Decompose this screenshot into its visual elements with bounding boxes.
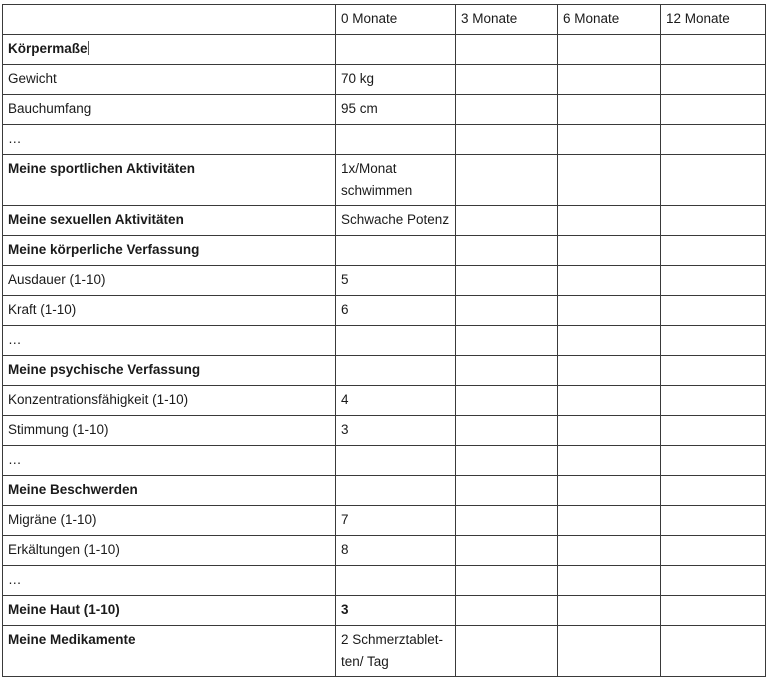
cell-12-monate[interactable] bbox=[661, 626, 766, 677]
cell-0-monate[interactable]: 3 bbox=[336, 416, 456, 446]
row-label[interactable]: … bbox=[3, 326, 336, 356]
cell-6-monate[interactable] bbox=[558, 236, 661, 266]
row-label[interactable]: Bauchumfang bbox=[3, 95, 336, 125]
row-label[interactable]: … bbox=[3, 446, 336, 476]
table-row bbox=[3, 596, 766, 626]
cell-0-monate[interactable] bbox=[336, 476, 456, 506]
row-label[interactable]: Stimmung (1-10) bbox=[3, 416, 336, 446]
row-label[interactable]: Gewicht bbox=[3, 65, 336, 95]
cell-3-monate[interactable] bbox=[456, 155, 558, 206]
cell-12-monate[interactable] bbox=[661, 566, 766, 596]
cell-0-monate[interactable]: 7 bbox=[336, 506, 456, 536]
cell-12-monate[interactable] bbox=[661, 155, 766, 206]
table-row bbox=[3, 236, 766, 266]
cell-6-monate[interactable] bbox=[558, 95, 661, 125]
cell-6-monate[interactable] bbox=[558, 566, 661, 596]
row-label[interactable]: Konzentrationsfähigkeit (1-10) bbox=[3, 386, 336, 416]
cell-12-monate[interactable] bbox=[661, 536, 766, 566]
cell-3-monate[interactable] bbox=[456, 536, 558, 566]
cell-3-monate[interactable] bbox=[456, 476, 558, 506]
cell-0-monate[interactable] bbox=[336, 35, 456, 65]
cell-6-monate[interactable] bbox=[558, 596, 661, 626]
cell-3-monate[interactable] bbox=[456, 206, 558, 236]
cell-12-monate[interactable] bbox=[661, 446, 766, 476]
table-row bbox=[3, 155, 766, 206]
cell-3-monate[interactable] bbox=[456, 416, 558, 446]
cell-6-monate[interactable] bbox=[558, 65, 661, 95]
cell-3-monate[interactable] bbox=[456, 596, 558, 626]
cell-3-monate[interactable] bbox=[456, 506, 558, 536]
header-row bbox=[3, 5, 766, 35]
cell-0-monate[interactable] bbox=[336, 236, 456, 266]
cell-12-monate[interactable] bbox=[661, 386, 766, 416]
cell-12-monate[interactable] bbox=[661, 296, 766, 326]
cell-12-monate[interactable] bbox=[661, 506, 766, 536]
row-label[interactable]: Meine sportlichen Aktivitäten bbox=[3, 155, 336, 206]
cell-6-monate[interactable] bbox=[558, 155, 661, 206]
column-header-12-monate[interactable]: 12 Monate bbox=[661, 5, 766, 35]
cell-6-monate[interactable] bbox=[558, 536, 661, 566]
cell-3-monate[interactable] bbox=[456, 35, 558, 65]
cell-3-monate[interactable] bbox=[456, 236, 558, 266]
row-label[interactable]: … bbox=[3, 125, 336, 155]
cell-0-monate[interactable] bbox=[336, 356, 456, 386]
table-row bbox=[3, 566, 766, 596]
row-label[interactable]: Meine sexuellen Aktivitäten bbox=[3, 206, 336, 236]
table-row bbox=[3, 65, 766, 95]
table-row bbox=[3, 296, 766, 326]
row-label[interactable]: Ausdauer (1-10) bbox=[3, 266, 336, 296]
cell-12-monate[interactable] bbox=[661, 125, 766, 155]
cell-3-monate[interactable] bbox=[456, 326, 558, 356]
row-label[interactable]: Meine körperliche Verfassung bbox=[3, 236, 336, 266]
cell-0-monate[interactable] bbox=[336, 566, 456, 596]
cell-0-monate[interactable]: 8 bbox=[336, 536, 456, 566]
row-label[interactable]: Erkältungen (1-10) bbox=[3, 536, 336, 566]
table-row bbox=[3, 35, 766, 65]
column-header-6-monate[interactable]: 6 Monate bbox=[558, 5, 661, 35]
cell-0-monate[interactable] bbox=[336, 125, 456, 155]
table-row bbox=[3, 476, 766, 506]
cell-0-monate[interactable]: 3 bbox=[336, 596, 456, 626]
cell-6-monate[interactable] bbox=[558, 326, 661, 356]
table-row bbox=[3, 506, 766, 536]
table-row bbox=[3, 626, 766, 677]
cell-6-monate[interactable] bbox=[558, 626, 661, 677]
row-label-text: Körpermaße bbox=[8, 41, 88, 56]
column-header-3-monate[interactable]: 3 Monate bbox=[456, 5, 558, 35]
cell-12-monate[interactable] bbox=[661, 596, 766, 626]
cell-12-monate[interactable] bbox=[661, 326, 766, 356]
cell-6-monate[interactable] bbox=[558, 206, 661, 236]
table-row bbox=[3, 536, 766, 566]
table-row bbox=[3, 446, 766, 476]
cell-3-monate[interactable] bbox=[456, 356, 558, 386]
cell-3-monate[interactable] bbox=[456, 296, 558, 326]
cell-12-monate[interactable] bbox=[661, 206, 766, 236]
cell-0-monate[interactable] bbox=[336, 326, 456, 356]
cell-3-monate[interactable] bbox=[456, 386, 558, 416]
cell-0-monate[interactable]: 4 bbox=[336, 386, 456, 416]
cell-12-monate[interactable] bbox=[661, 416, 766, 446]
table-row bbox=[3, 356, 766, 386]
cell-12-monate[interactable] bbox=[661, 35, 766, 65]
row-label[interactable]: Meine Medikamente bbox=[3, 626, 336, 677]
row-label[interactable]: … bbox=[3, 566, 336, 596]
health-tracking-table bbox=[2, 4, 766, 677]
cell-0-monate[interactable]: 70 kg bbox=[336, 65, 456, 95]
row-label[interactable]: Migräne (1-10) bbox=[3, 506, 336, 536]
table-row bbox=[3, 266, 766, 296]
cell-0-monate[interactable]: 6 bbox=[336, 296, 456, 326]
cell-3-monate[interactable] bbox=[456, 125, 558, 155]
cell-12-monate[interactable] bbox=[661, 65, 766, 95]
table-row bbox=[3, 125, 766, 155]
cell-3-monate[interactable] bbox=[456, 266, 558, 296]
cell-0-monate[interactable]: 1x/Monat schwimmen bbox=[336, 155, 456, 206]
cell-6-monate[interactable] bbox=[558, 266, 661, 296]
cell-0-monate[interactable]: 95 cm bbox=[336, 95, 456, 125]
cell-3-monate[interactable] bbox=[456, 95, 558, 125]
table-row bbox=[3, 95, 766, 125]
table-row bbox=[3, 326, 766, 356]
cell-3-monate[interactable] bbox=[456, 626, 558, 677]
cell-0-monate[interactable] bbox=[336, 446, 456, 476]
cell-3-monate[interactable] bbox=[456, 65, 558, 95]
cell-6-monate[interactable] bbox=[558, 476, 661, 506]
cell-3-monate[interactable] bbox=[456, 446, 558, 476]
row-label[interactable] bbox=[3, 35, 336, 65]
table-row bbox=[3, 206, 766, 236]
cell-6-monate[interactable] bbox=[558, 356, 661, 386]
row-label[interactable]: Meine Beschwerden bbox=[3, 476, 336, 506]
cell-12-monate[interactable] bbox=[661, 266, 766, 296]
cell-6-monate[interactable] bbox=[558, 125, 661, 155]
cell-0-monate[interactable]: 2 Schmerztablet-ten/ Tag bbox=[336, 626, 456, 677]
row-label[interactable]: Meine psychische Verfassung bbox=[3, 356, 336, 386]
cell-3-monate[interactable] bbox=[456, 566, 558, 596]
cell-6-monate[interactable] bbox=[558, 416, 661, 446]
cell-6-monate[interactable] bbox=[558, 386, 661, 416]
cell-12-monate[interactable] bbox=[661, 236, 766, 266]
cell-6-monate[interactable] bbox=[558, 296, 661, 326]
table-row bbox=[3, 416, 766, 446]
cell-12-monate[interactable] bbox=[661, 356, 766, 386]
cell-0-monate[interactable]: Schwache Potenz bbox=[336, 206, 456, 236]
cell-12-monate[interactable] bbox=[661, 476, 766, 506]
cell-0-monate[interactable]: 5 bbox=[336, 266, 456, 296]
cell-6-monate[interactable] bbox=[558, 446, 661, 476]
column-header-0-monate[interactable]: 0 Monate bbox=[336, 5, 456, 35]
table-row bbox=[3, 386, 766, 416]
text-cursor bbox=[88, 41, 89, 55]
row-label[interactable]: Kraft (1-10) bbox=[3, 296, 336, 326]
header-blank-cell[interactable] bbox=[3, 5, 336, 35]
cell-12-monate[interactable] bbox=[661, 95, 766, 125]
cell-6-monate[interactable] bbox=[558, 35, 661, 65]
cell-6-monate[interactable] bbox=[558, 506, 661, 536]
row-label[interactable]: Meine Haut (1-10) bbox=[3, 596, 336, 626]
